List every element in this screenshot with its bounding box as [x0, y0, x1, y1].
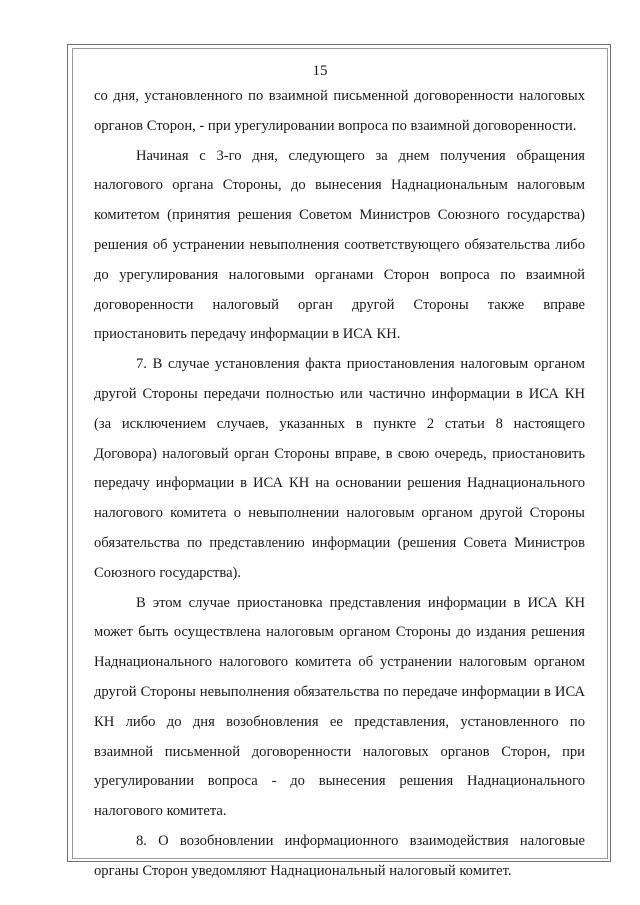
document-body — [94, 82, 585, 887]
paragraph-suspension-from-day-3: Начиная с 3-го дня, следующего за днем получения обращения налогового органа Стороны, до вынесения Наднациональным налоговым комитетом (принятия решения Советом Министров Союзного государства) решения об устранении невыполнения соответствующего обязательства либо до урегулирования налоговыми органами Сторон вопроса по взаимной договоренности налоговый орган другой Стороны также вправе приостановить передачу информации в ИСА КН. — [94, 147, 585, 343]
paragraph-clause-8: 8. О возобновлении информационного взаимодействия налоговые органы Сторон уведомляют Наднациональный налоговый комитет. — [94, 832, 585, 879]
page-number: 15 — [312, 63, 328, 79]
paragraph-continuation: со дня, установленного по взаимной письменной договоренности налоговых органов Сторон, - при урегулировании вопроса по взаимной договоренности. — [94, 88, 585, 134]
paragraph-clause-7: 7. В случае установления факта приостановления налоговым органом другой Стороны передачи полностью или частично информации в ИСА КН (за исключением случаев, указанных в пункте 2 статьи 8 настоящего Договора) налоговый орган Стороны вправе, в свою очередь, приостановить передачу информации в ИСА КН на основании решения Наднационального налогового комитета о невыполнении налоговым органом другой Стороны обязательства по представлению информации (решения Совета Министров Союзного государства). — [94, 356, 585, 581]
paragraph-suspension-case: В этом случае приостановка представления информации в ИСА КН может быть осуществлена налоговым органом Стороны до издания решения Наднационального налогового комитета об устранении налоговым органом другой Стороны невыполнения обязательства по передаче информации в ИСА КН либо до дня возобновления ее представления, установленного по взаимной письменной договоренности налоговых органов Сторон, при урегулировании вопроса - до вынесения решения Наднационального налогового комитета. — [94, 594, 585, 820]
